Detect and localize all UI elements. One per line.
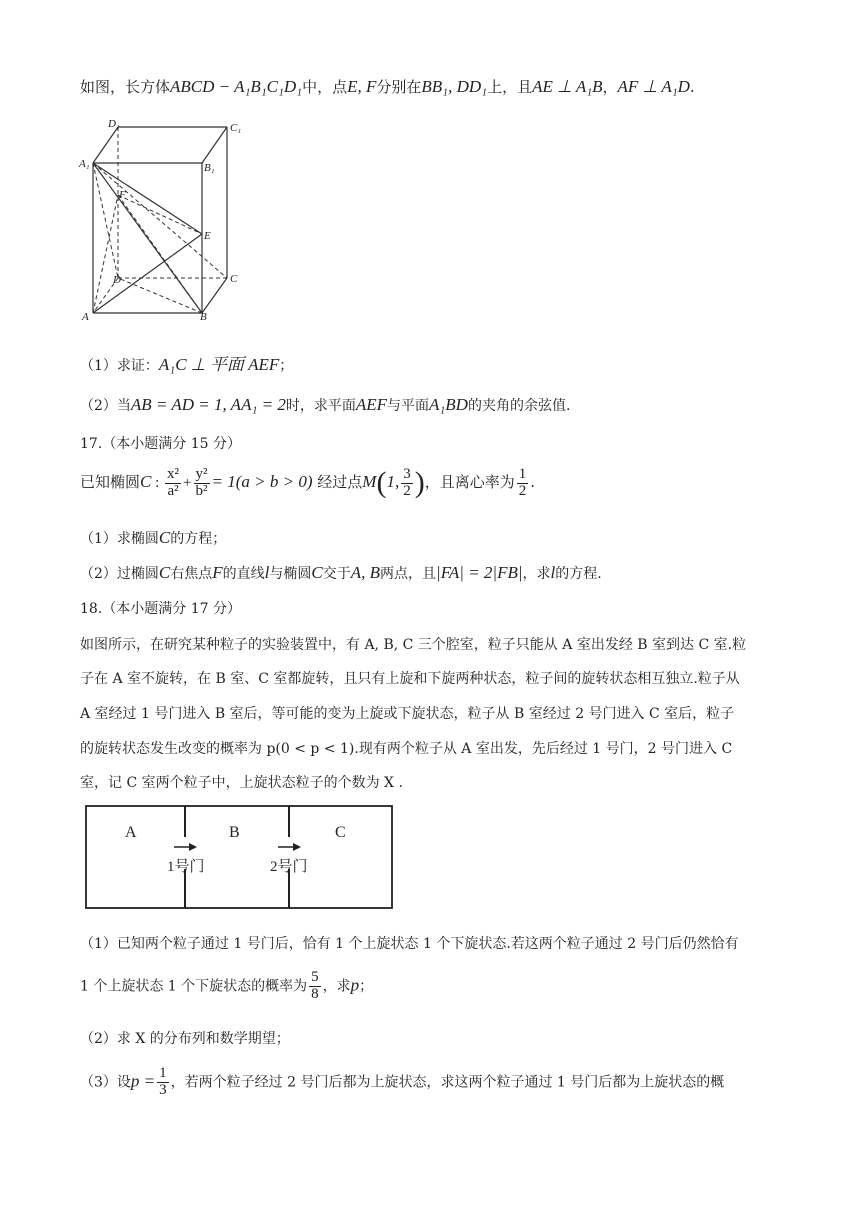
numerator: 3	[403, 465, 411, 482]
part-text: 1 个上旋状态 1 个下旋状态的概率为	[80, 978, 308, 995]
solid-name: ABCD − A₁B₁C₁D₁	[170, 77, 303, 96]
var: p =	[130, 1071, 156, 1091]
equation-tail: = 1(a > b > 0)	[211, 472, 313, 491]
q17-stem: 已知椭圆C : $\frac{\text{x²}}{\text{a²}}$ + $\frac{\text{y²}}{\text{b²}}$ = 1(a > b > 0) 经过点M(1, $\frac{3}{2}$ )，且离心率为 $\frac{1}{2}$ .	[80, 465, 536, 499]
fraction	[401, 467, 413, 500]
q18-stem-line: 如图所示，在研究某种粒子的实验装置中，有 A, B, C 三个腔室，粒子只能从 A 室出发经 B 室到达 C 室.粒	[80, 637, 747, 653]
numerator: x²	[167, 465, 180, 482]
denominator: a²	[167, 482, 179, 499]
stem-text: 上，且	[487, 78, 533, 96]
label-D1: D₁	[108, 118, 120, 130]
part-text: ，求	[522, 566, 551, 582]
label-B: B	[200, 311, 207, 323]
room-a-label: A	[125, 824, 137, 841]
denominator: 8	[311, 985, 319, 1002]
var: A, B	[350, 563, 381, 582]
var: M	[362, 472, 377, 491]
q16-part1	[80, 350, 293, 375]
part-text: 的直线	[222, 566, 265, 582]
plane-name: A₁BD	[429, 395, 468, 414]
part-text: 两点，且	[380, 566, 437, 582]
q17-header: 17.（本小题满分 15 分）	[80, 436, 241, 452]
label-D: D	[113, 274, 121, 286]
plane-name: AEF	[355, 395, 387, 414]
condition: |FA| = 2|FB|	[436, 563, 523, 582]
stem-end: .	[689, 78, 695, 96]
fraction	[165, 467, 181, 500]
label-E: E	[204, 230, 211, 242]
var: C	[140, 472, 152, 491]
part-text: 的方程；	[170, 531, 227, 547]
part-text: ，若两个粒子经过 2 号门后都为上旋状态，求这两个粒子通过 1 号门后都为上旋状态的概	[170, 1074, 725, 1091]
coordinate: 1,	[386, 472, 400, 491]
fraction	[157, 1066, 169, 1099]
part-text: （1）求证：	[80, 358, 159, 374]
denominator: 3	[159, 1081, 167, 1098]
stem-end: .	[530, 473, 536, 491]
label-A: A	[82, 311, 89, 323]
part-text: （2）过椭圆	[80, 566, 159, 582]
fraction	[194, 467, 210, 500]
stem-text: ，且离心率为	[424, 473, 515, 491]
label-C: C	[230, 273, 238, 285]
var: p	[350, 975, 360, 995]
cuboid-figure	[75, 115, 255, 325]
denominator: 2	[518, 482, 527, 499]
room-c-label: C	[335, 824, 346, 841]
part-text: 与平面	[387, 398, 429, 414]
q18-part1-line2	[80, 970, 373, 1003]
numerator: 1	[159, 1065, 167, 1081]
part-text: 右焦点	[170, 566, 213, 582]
problem16-stem	[80, 76, 695, 97]
label-C1: C₁	[230, 122, 242, 134]
part-expr: A₁C ⊥ 平面 AEF	[158, 355, 280, 374]
q18-stem-line: A 室经过 1 号门进入 B 室后，等可能的变为上旋或下旋状态，粒子从 B 室经过 2 号门进入 C 室后，粒子	[80, 706, 735, 722]
q18-part1-line1: （1）已知两个粒子通过 1 号门后，恰有 1 个上旋状态 1 个下旋状态.若这两个粒子通过 2 号门后仍然恰有	[80, 936, 739, 952]
denominator: 2	[403, 482, 411, 499]
separator: ，	[602, 78, 618, 96]
stem-text: 分别在	[376, 78, 422, 96]
part-expr: AB = AD = 1, AA₁ = 2	[130, 395, 286, 414]
part-text: 的夹角的余弦值.	[467, 398, 571, 414]
var: l	[550, 563, 556, 582]
q17-part1	[80, 528, 226, 548]
fraction	[309, 970, 321, 1003]
condition-1: AE ⊥ A₁B	[532, 77, 603, 96]
numerator: 1	[518, 465, 527, 482]
part-text: ；	[359, 978, 374, 995]
door-1-label: 1号门	[167, 859, 205, 875]
label-F: F	[119, 189, 126, 201]
var: C	[158, 563, 171, 582]
room-b-label: B	[229, 824, 240, 841]
q18-part2: （2）求 X 的分布列和数学期望；	[80, 1031, 290, 1047]
stem-text: 经过点	[317, 473, 363, 491]
part-text: 与椭圆	[269, 566, 312, 582]
part-text: 的方程.	[555, 566, 602, 582]
stem-text: 如图，长方体	[80, 78, 171, 96]
door-2-label: 2号门	[270, 859, 308, 875]
q18-stem-line: 子在 A 室不旋转，在 B 室、C 室都旋转，且只有上旋和下旋两种状态，粒子间的旋转状态相互独立.粒子从	[80, 671, 740, 687]
denominator: b²	[195, 482, 208, 499]
q18-stem-line: 室，记 C 室两个粒子中，上旋状态粒子的个数为 X .	[80, 775, 403, 791]
stem-text: 中，点	[302, 78, 348, 96]
condition-2: AF ⊥ A₁D	[617, 77, 690, 96]
part-text: ；	[279, 358, 294, 374]
label-B1: B₁	[204, 162, 215, 174]
numerator: y²	[195, 465, 208, 482]
points-name: E, F	[347, 77, 377, 96]
fraction	[517, 467, 529, 500]
q17-part2	[80, 563, 602, 583]
part-text: （2）当	[80, 398, 131, 414]
part-text: 时，求平面	[285, 398, 356, 414]
chamber-diagram	[85, 805, 395, 911]
label-A1: A₁	[79, 158, 90, 170]
var: l	[264, 563, 270, 582]
part-text: ，求	[322, 978, 351, 995]
part-text: （3）设	[80, 1074, 131, 1091]
part-text: 交于	[322, 566, 351, 582]
stem-text: 已知椭圆	[80, 473, 141, 491]
var: C	[311, 563, 323, 582]
q18-header: 18.（本小题满分 17 分）	[80, 601, 241, 617]
part-text: （1）求椭圆	[80, 531, 159, 547]
q18-part3	[80, 1066, 724, 1099]
numerator: 5	[311, 969, 319, 985]
var: C	[158, 528, 171, 547]
q18-stem-line: 的旋转状态发生改变的概率为 p(0 < p < 1).现有两个粒子从 A 室出发，先后经过 1 号门，2 号门进入 C	[80, 741, 733, 757]
q16-part2	[80, 395, 570, 415]
var: F	[212, 563, 223, 582]
edges-name: BB₁, DD₁	[421, 77, 488, 96]
